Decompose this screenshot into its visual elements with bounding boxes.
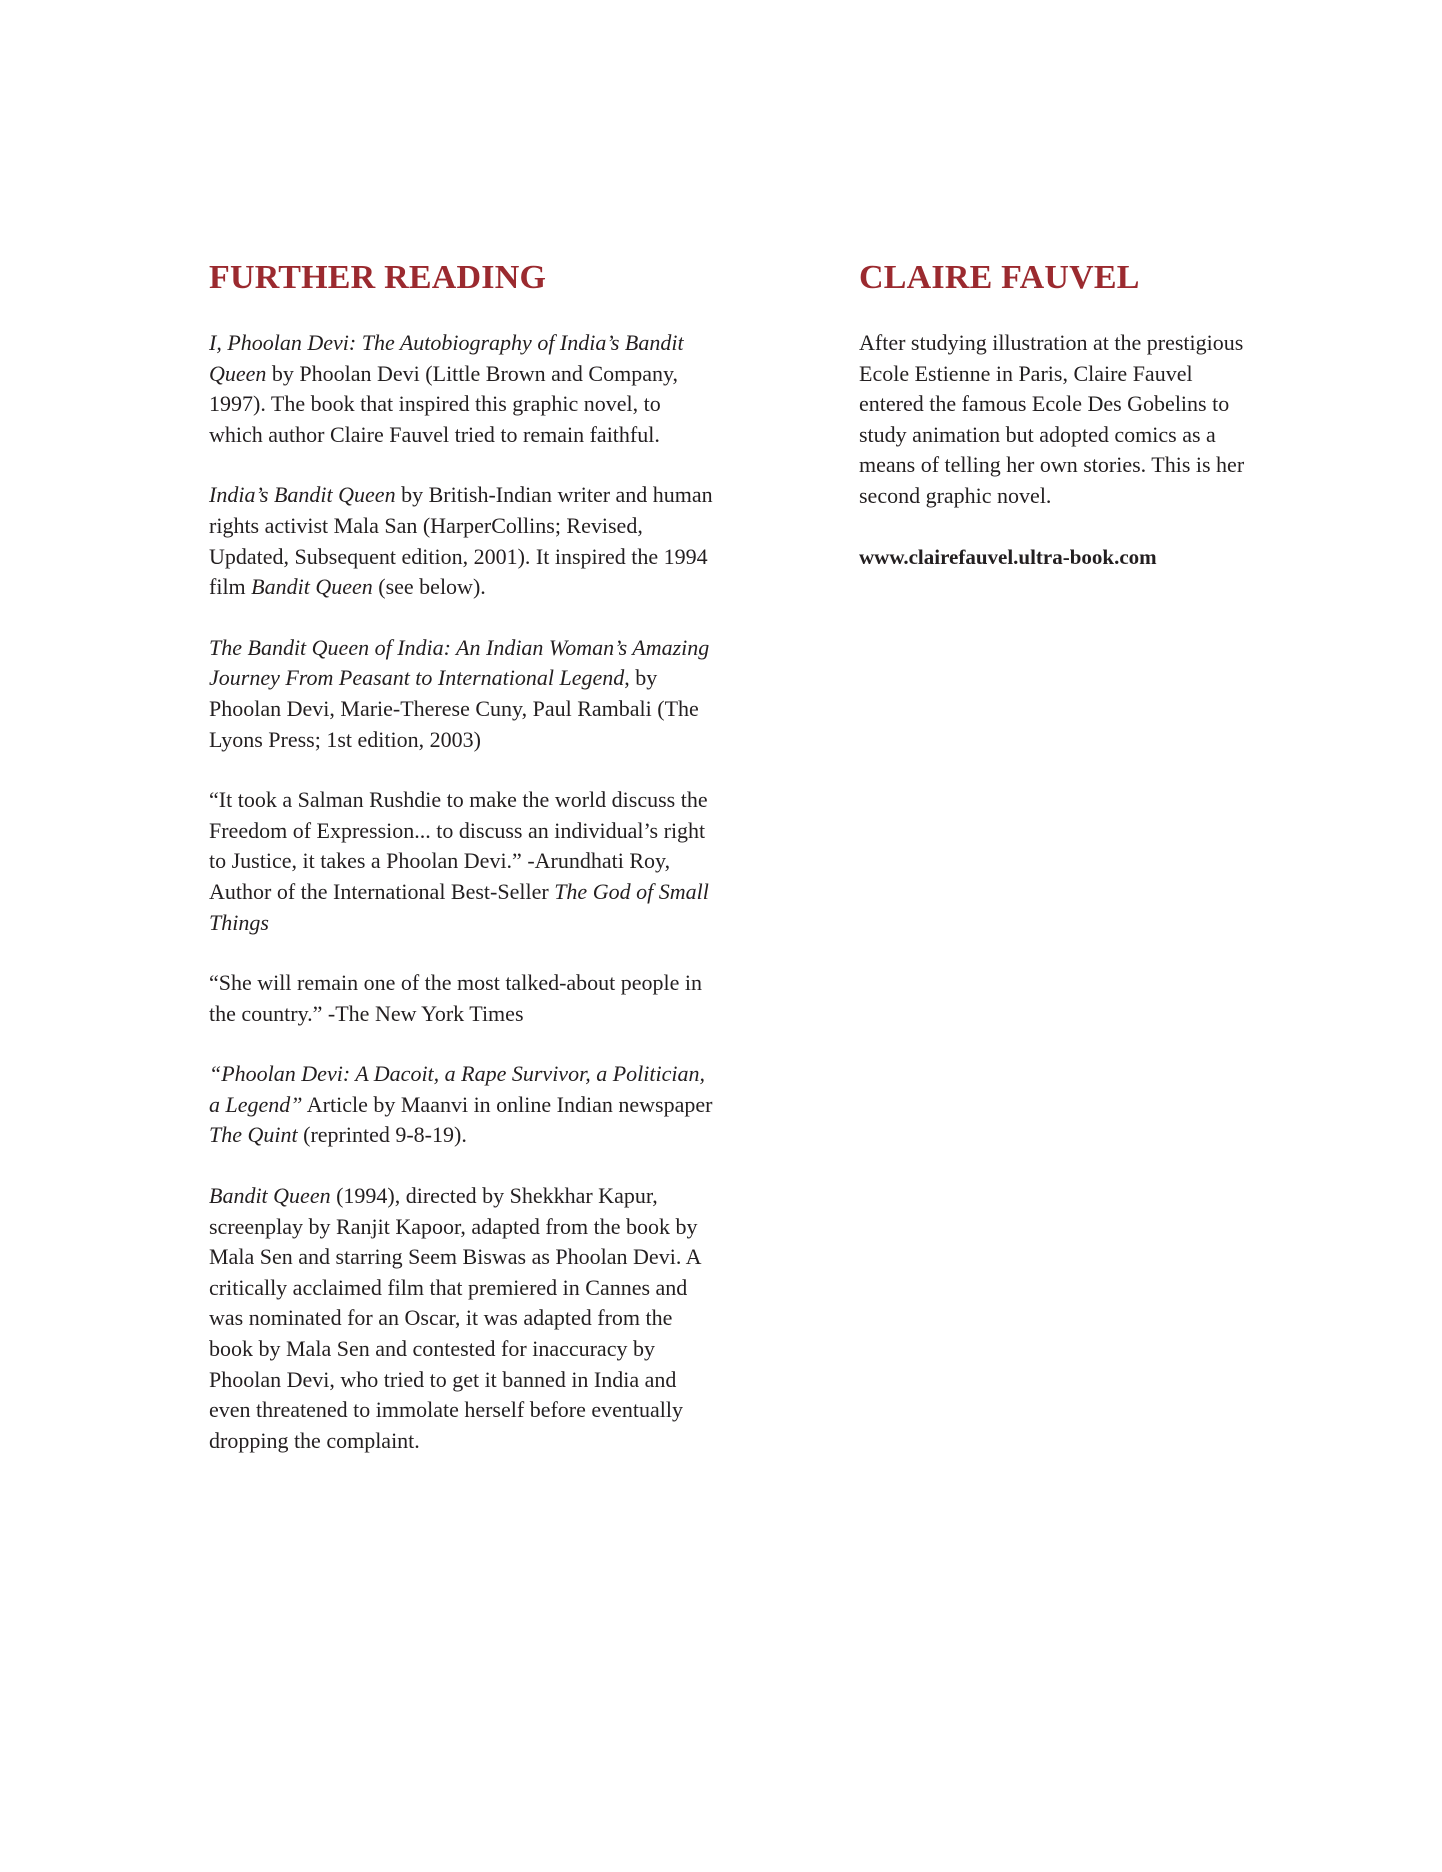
- reading-entry-bandit-queen-film: Bandit Queen (1994), directed by Shekkhar Kapur, screenplay by Ranjit Kapoor, adapted from the book by Mala Sen and starring Seem Biswas as Phoolan Devi. A critically acclaimed film that premiered in Cannes and was nominated for an Oscar, it was adapted from the book by Mala Sen and contested for inaccuracy by Phoolan Devi, who tried to get it banned in India and even threatened to immolate herself before eventually dropping the complaint.: [209, 1183, 701, 1453]
- reading-entry-bandit-queen-of-india: The Bandit Queen of India: An Indian Woman’s Amazing Journey From Peasant to International Legend, by Phoolan Devi, Marie-Therese Cuny, Paul Rambali (The Lyons Press; 1st edition, 2003): [209, 634, 710, 752]
- author-section: [859, 258, 1259, 602]
- reading-entry-indias-bandit-queen: India’s Bandit Queen by British-Indian writer and human rights activist Mala San (HarperCollins; Revised, Updated, Subsequent edition, 2001). It inspired the 1994 film Bandit Queen (see below).: [209, 482, 713, 600]
- entry-title: “Phoolan Devi: A Dacoit, a Rape Survivor, a Politician, a Legend”: [209, 1061, 705, 1117]
- entry-title: Bandit Queen: [209, 1183, 331, 1209]
- further-reading-section: [209, 258, 719, 1486]
- entry-title: India’s Bandit Queen: [209, 482, 396, 508]
- entry-title: The Bandit Queen of India: An Indian Woman’s Amazing Journey From Peasant to International Legend: [209, 634, 710, 691]
- reading-entry-autobiography: I, Phoolan Devi: The Autobiography of India’s Bandit Queen by Phoolan Devi (Little Brown and Company, 1997). The book that inspired this graphic novel, to which author Claire Fauvel tried to remain faithful.: [209, 330, 684, 447]
- reading-entry-quint-article: “Phoolan Devi: A Dacoit, a Rape Survivor, a Politician, a Legend” Article by Maanvi in online Indian newspaper The Quint (reprinted 9-8-19).: [209, 1061, 713, 1148]
- quote-arundhati-roy: “It took a Salman Rushdie to make the world discuss the Freedom of Expression... to discuss an individual’s right to Justice, it takes a Phoolan Devi.” -Arundhati Roy, Author of the International Best-Seller The God of Small Things: [209, 787, 709, 935]
- author-bio: After studying illustration at the prestigious Ecole Estienne in Paris, Claire Fauvel entered the famous Ecole Des Gobelins to study animation but adopted comics as a means of telling her own stories. This is her second graphic novel.: [859, 330, 1245, 508]
- author-heading: CLAIRE FAUVEL: [859, 259, 1140, 296]
- quote-new-york-times: “She will remain one of the most talked-about people in the country.” -The New York Times: [209, 970, 703, 1026]
- author-website-link[interactable]: www.clairefauvel.ultra-book.com: [859, 544, 1157, 569]
- further-reading-heading: FURTHER READING: [209, 259, 547, 296]
- entry-title: I, Phoolan Devi: The Autobiography of India’s Bandit Queen: [209, 330, 684, 386]
